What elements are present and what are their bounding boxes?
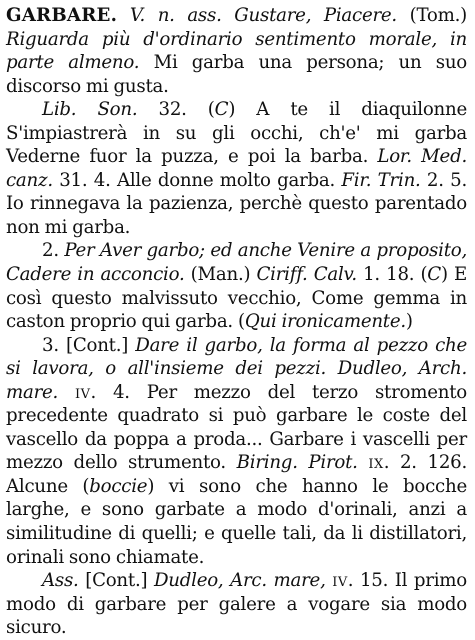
entry-text-run: 31. 4. Alle donne molto garba.: [52, 169, 342, 191]
entry-text-run: Qui ironicamente.: [244, 311, 406, 333]
entry-sense-2: [6, 98, 467, 239]
entry-text-run: ): [405, 311, 413, 333]
entry-text-run: 32. (: [137, 99, 215, 121]
entry-text-run: (Tom.): [396, 5, 467, 26]
entry-text-run: ) vi sono che hanno le bocche larghe, e sono garbate a modo d'orinali, anzi a similitudine di quelli; e quelle tali, da li distillatori, orinali sono chiamate.: [6, 475, 467, 568]
entry-text-run: [117, 5, 130, 26]
entry-text-run: ) E così questo malvissuto vecchio, Come gemma in caston proprio qui garba. (: [6, 264, 467, 333]
entry-text-run: [Cont.]: [78, 570, 154, 592]
entry-text-run: 2.: [42, 240, 65, 262]
entry-text-run: 1. 18. (: [356, 264, 428, 286]
entry-text-run: [326, 570, 333, 591]
entry-text-run: Dudleo, Arc. mare,: [153, 570, 326, 592]
entry-text-run: C: [427, 264, 441, 286]
entry-text-run: boccie: [89, 475, 148, 497]
entry-text-run: Biring. Pirot.: [236, 452, 358, 474]
entry-sense-5: [6, 569, 467, 640]
entry-text-run: 2. 5. Io rinnegava la pazienza, perchè questo parentado non mi garba.: [6, 169, 467, 238]
entry-text-run: C: [214, 99, 229, 121]
entry-text-run: . 2. 126. Alcune (: [6, 452, 467, 497]
entry-text-run: Ciriff. Calv.: [256, 264, 357, 286]
entry-text-run: Lib. Son.: [42, 99, 138, 121]
entry-text-run: Dare il garbo, la forma al pezzo che si lavora, o all'insieme dei pezzi. Dudleo, Arch. mare.: [6, 334, 467, 403]
entry-text-run: [358, 452, 369, 473]
entry-text-run: . 4. Per mezzo del terzo stromento precedente quadrato si può garbare le coste del vascello da poppa a proda... Garbare i vascelli per mezzo dello strumento.: [6, 381, 467, 474]
entry-text-run: Riguarda più d'ordinario sentimento morale, in parte almeno.: [6, 28, 467, 74]
entry-text-run: Mi garba una persona; un suo discorso mi gusta.: [6, 52, 467, 97]
entry-text-run: (Man.): [184, 264, 257, 286]
entry-text-run: Fir. Trin.: [341, 169, 421, 191]
entry-sense-1: [6, 4, 467, 98]
entry-sense-4: [6, 334, 467, 569]
entry-text-run: Ass.: [42, 570, 79, 592]
entry-headword: GARBARE.: [6, 5, 118, 26]
entry-sense-3: [6, 239, 467, 333]
entry-text-run: Lor. Med. canz.: [6, 146, 467, 191]
entry-text-run: V. n. ass. Gustare, Piacere.: [129, 5, 397, 26]
entry-text-run: iv: [332, 570, 348, 592]
entry-text-run: [58, 382, 75, 403]
entry-text-run: 3. [Cont.]: [42, 334, 136, 356]
entry-text-run: . 15. Il primo modo di garbare per galere a vogare sia modo sicuro.: [6, 570, 467, 639]
entry-text-run: ix: [368, 452, 384, 474]
entry-text-run: ) A te il diaquilonne S'impiastrerà in su gli occhi, ch'e' mi garba Vederne fuor la puzza, e poi la barba.: [6, 99, 467, 168]
entry-text-run: Per Aver garbo; ed anche Venire a proposito, Cadere in acconcio.: [6, 240, 467, 286]
entry-text-run: iv: [75, 381, 91, 403]
dictionary-entry-garbare: [6, 4, 467, 640]
